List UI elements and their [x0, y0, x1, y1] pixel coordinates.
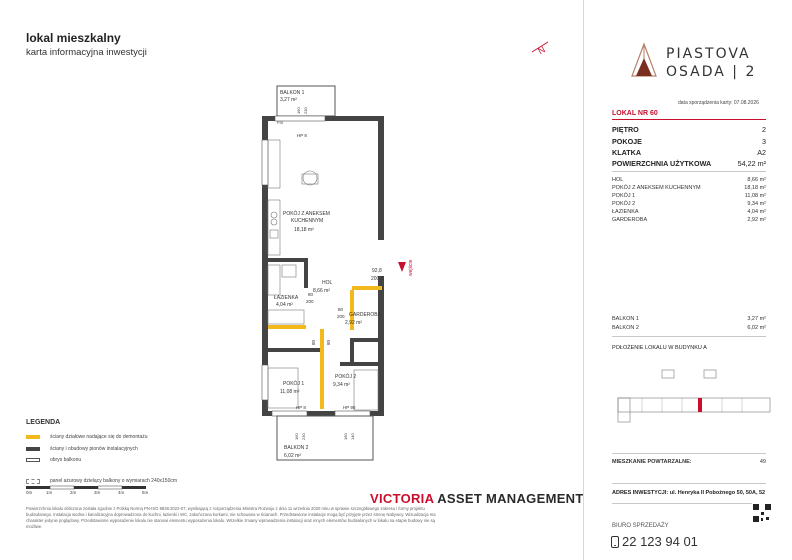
balcony-1 [277, 86, 335, 116]
card-subtitle: karta informacyjna inwestycji [26, 47, 147, 58]
pokoj2-area: 9,34 m² [333, 382, 350, 388]
room-value: 4,04 m² [747, 209, 766, 215]
piastova-logo-icon [628, 40, 660, 80]
room-label: POKÓJ 1 [612, 193, 636, 199]
row-label: POKOJE [612, 137, 642, 146]
svg-text:N: N [536, 44, 547, 57]
balkon2-area: 6,02 m² [284, 453, 301, 459]
legend-title: LEGENDA [26, 419, 61, 426]
room-label: POKÓJ Z ANEKSEM KUCHENNYM [612, 185, 701, 191]
salon-label-2: KUCHENNYM [291, 218, 324, 224]
balcony-row-2 [612, 325, 766, 331]
balcony-value: 3,27 m² [747, 316, 766, 322]
row-value: 2 [762, 125, 766, 134]
legend-label: panel ażurowy dzielący balkony o wymiarach 240x150cm [50, 478, 178, 484]
phone-icon [610, 536, 620, 548]
room-label: ŁAZIENKA [612, 209, 639, 215]
room-label: HOL [612, 177, 624, 183]
row-label: PIĘTRO [612, 125, 639, 134]
row-value: A2 [757, 148, 766, 157]
sales-office-label: BIURO SPRZEDAŻY [612, 523, 669, 529]
dim-160-b: 160 [294, 433, 299, 440]
dim-160: 160 [296, 107, 301, 114]
dim-230-b: 230 [301, 433, 306, 440]
hol-label: HOL [322, 280, 333, 286]
room-row-pokoj1 [612, 193, 766, 199]
entrance-label: wejście [408, 259, 414, 276]
lazienka-label: ŁAZIENKA [274, 295, 299, 301]
legend-label: obrys balkonu [50, 457, 82, 463]
hol-area: 8,66 m² [313, 288, 330, 294]
divider [612, 453, 766, 454]
lazienka-area: 4,04 m² [276, 302, 293, 308]
room-row-pokoj2 [612, 201, 766, 207]
row-value: 3 [762, 137, 766, 146]
info-panel [583, 0, 792, 560]
balkon1-label: BALKON 1 [280, 90, 305, 96]
salon-area: 18,18 m² [294, 227, 314, 233]
address: ADRES INWESTYCJI: ul. Henryka II Pobożnego 50, 50A, 52 [612, 490, 766, 496]
hp8-top: HP 8 [297, 133, 307, 138]
scale-3: 3m [94, 490, 101, 495]
legend-item-balcony [26, 457, 81, 463]
scale-0: 0m [26, 490, 33, 495]
repeat-row [612, 459, 766, 465]
balkon2-label: BALKON 2 [284, 445, 309, 451]
footnote: Powierzchnia lokalu obliczona została zgodnie z Polską Normą PN-ISO 9836:2022-07, wynikającą z rozporządzenia Ministra Rozwoju z dnia 11 września 2020 roku w sprawie szczegółowego zakresu i formy projektu budowlanego. Instalacja wodna i kanalizacyjna doprowadzona do kuchni, łazienki i WC, zakończona korkami, nie schowana w ścianach. Przedstawione instalacje mogą być przyjęte przez stronę Nabywcy. Wizualizacja ma charakter jedynie poglądowy. Przedstawione wyposażenie lokalu nie stanowi elementu wyposażenia lokalu. Wszelkie zmiany wprowadzenia instalacji oraz innych elementów budowlanych w lokalu na etapie budowy nie są możliwe. [26, 506, 436, 529]
repeat-value: 49 [759, 459, 766, 465]
pokoj1-label: POKÓJ 1 [283, 381, 305, 387]
row-klatka [612, 148, 766, 157]
legend-label: ściany działowe nadające się do demontażu [50, 434, 148, 440]
divider [612, 503, 766, 504]
brand-part1: VICTORIA [370, 491, 434, 506]
dim-928: 92,8 [372, 268, 382, 274]
room-row-garderoba [612, 217, 766, 223]
room-value: 11,08 m² [744, 193, 766, 199]
room-row-lazienka [612, 209, 766, 215]
balcony-label: BALKON 1 [612, 316, 639, 322]
phone-number[interactable]: 22 123 94 01 [622, 534, 698, 549]
balcony-value: 6,02 m² [747, 325, 766, 331]
legend-swatch [26, 458, 40, 462]
pokoj2-label: POKÓJ 2 [335, 374, 357, 380]
scale-4: 4m [118, 490, 125, 495]
divider [612, 336, 766, 337]
building-location-map [612, 362, 772, 424]
dim-2006: 200,6 [371, 276, 384, 282]
hp90-bottom: HP 90 [343, 405, 356, 410]
pokoj1-area: 11,08 m² [280, 389, 300, 395]
dim-200-a: 200 [306, 299, 314, 304]
balcony-label: BALKON 2 [612, 325, 639, 331]
row-pokoje [612, 137, 766, 146]
dim-160-c: 160 [343, 433, 348, 440]
legend-item-walls [26, 446, 138, 452]
qr-code-icon [752, 503, 772, 523]
date-label: data sporządzenia karty: 07.08.2026 [678, 100, 759, 106]
garderoba-area: 2,92 m² [345, 320, 362, 326]
room-value: 2,92 m² [747, 217, 766, 223]
scale-2: 2m [70, 490, 77, 495]
brand-logo [370, 491, 584, 506]
row-powierzchnia [612, 159, 766, 168]
unit-marker [698, 398, 702, 412]
room-row-salon [612, 185, 766, 191]
dim-200-b: 200 [337, 314, 345, 319]
legend-label: ściany i obudowy pionów instalacyjnych [50, 446, 138, 452]
dim-140: 140 [350, 433, 355, 440]
room-label: POKÓJ 2 [612, 201, 636, 207]
lokal-number: LOKAL NR 60 [612, 110, 658, 117]
row-value: 54,22 m² [737, 159, 766, 168]
divider [612, 483, 766, 484]
room-value: 18,18 m² [744, 185, 766, 191]
legend-swatch [26, 435, 40, 439]
dim-80-d: 80 [326, 339, 331, 345]
salon-label-1: POKÓJ Z ANEKSEM [283, 211, 330, 217]
card-title: lokal mieszkalny [26, 31, 121, 45]
scale-5: 5m [142, 490, 149, 495]
dim-80-b: 80 [338, 307, 344, 312]
brand-part2: ASSET MANAGEMENT [437, 491, 584, 506]
divider [612, 171, 766, 172]
scale-1: 1m [46, 490, 53, 495]
legend-item-demountable [26, 434, 148, 440]
room-value: 8,66 m² [747, 177, 766, 183]
position-label: POŁOŻENIE LOKALU W BUDYNKU A [612, 345, 707, 351]
row-label: KLATKA [612, 148, 642, 157]
dim-80-a: 80 [308, 292, 314, 297]
hp8-bottom: HP 8 [296, 405, 306, 410]
row-label: POWIERZCHNIA UŻYTKOWA [612, 159, 712, 168]
dim-80-c: 80 [311, 339, 316, 345]
legend-swatch [26, 479, 40, 484]
entrance-arrow-icon [398, 262, 406, 272]
balkon1-area: 3,27 m² [280, 97, 297, 103]
room-row-hol [612, 177, 766, 183]
logo-line2: OSADA | 2 [666, 64, 757, 80]
repeat-label: MIESZKANIE POWTARZALNE: [612, 459, 692, 465]
dim-230: 230 [303, 107, 308, 114]
balcony-row-1 [612, 316, 766, 322]
legend-swatch [26, 447, 40, 451]
divider-red [612, 119, 766, 120]
room-value: 9,34 m² [747, 201, 766, 207]
fix-top: FIX [277, 120, 284, 125]
row-pietro [612, 125, 766, 134]
logo-line1: PIASTOVA [666, 46, 751, 62]
garderoba-label: GARDEROBA [349, 312, 381, 318]
room-label: GARDEROBA [612, 217, 648, 223]
balcony-2 [277, 416, 373, 460]
